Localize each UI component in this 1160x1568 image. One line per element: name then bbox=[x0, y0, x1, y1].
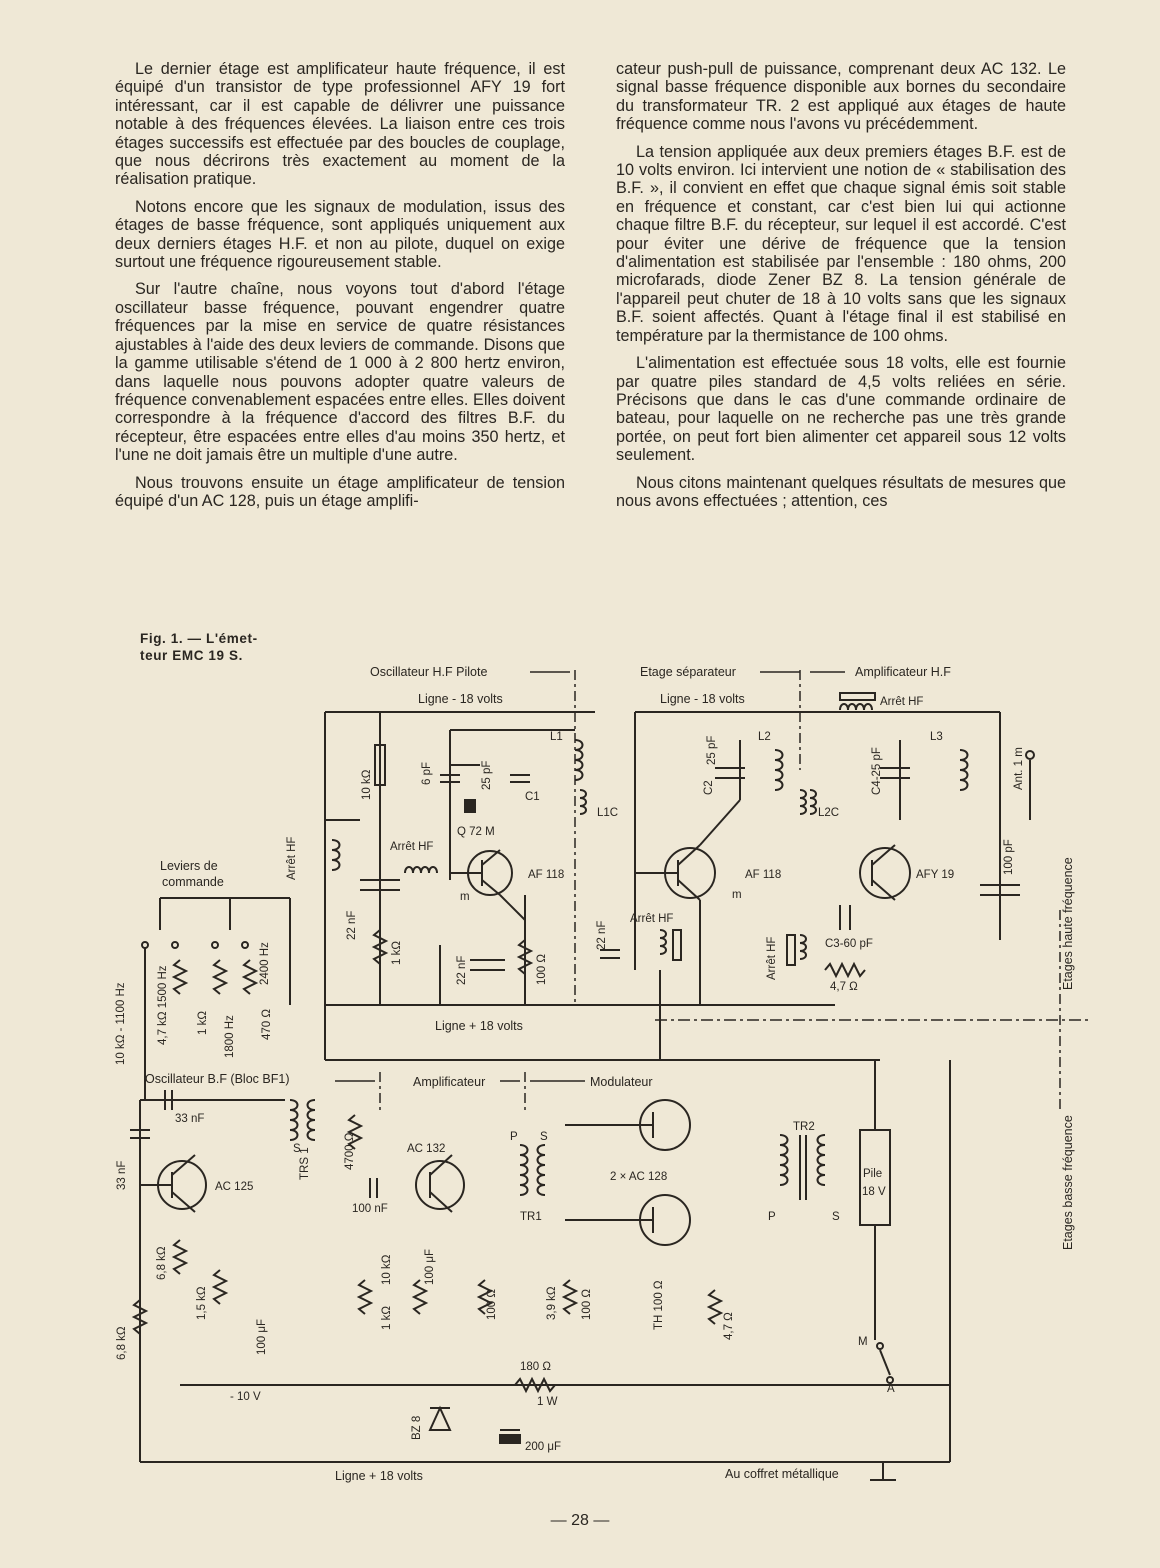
label-component: L3 bbox=[930, 731, 943, 743]
label-component: 2400 Hz bbox=[259, 942, 271, 985]
label-component: m bbox=[732, 889, 742, 901]
label-component: AF 118 bbox=[745, 869, 782, 881]
label-component: Arrêt HF bbox=[286, 836, 298, 880]
label-component: 3,9 kΩ bbox=[546, 1286, 558, 1320]
label-component: 2 × AC 128 bbox=[610, 1171, 668, 1183]
label-levers: commande bbox=[162, 875, 224, 889]
label-component: 1 kΩ bbox=[391, 941, 403, 965]
label-pilot: Oscillateur H.F Pilote bbox=[370, 665, 488, 679]
label-component: TRS 1 bbox=[299, 1147, 311, 1180]
label-rail: Ligne + 18 volts bbox=[435, 1019, 523, 1033]
label-levers: Leviers de bbox=[160, 859, 218, 873]
label-component: 180 Ω bbox=[520, 1361, 551, 1373]
label-component: S bbox=[540, 1131, 548, 1143]
label-component: 100 pF bbox=[1003, 839, 1015, 875]
paragraph: Nous citons maintenant quelques résultats de mesures que nous avons effectuées ; attention, ces bbox=[616, 473, 1066, 510]
label-component: C4-25 pF bbox=[871, 747, 883, 795]
label-amplifier: Amplificateur bbox=[413, 1075, 486, 1089]
label-component: C1 bbox=[525, 791, 540, 803]
label-component: AFY 19 bbox=[916, 869, 955, 881]
label-bf-osc: Oscillateur B.F (Bloc BF1) bbox=[145, 1072, 290, 1086]
label-component: AC 125 bbox=[215, 1181, 254, 1193]
label-component: 4,7 kΩ 1500 Hz bbox=[157, 965, 169, 1045]
label-component: Arrêt HF bbox=[630, 913, 674, 925]
label-component: S bbox=[832, 1211, 840, 1223]
schematic-labels bbox=[115, 665, 1075, 1483]
label-component: 1800 Hz bbox=[224, 1015, 236, 1058]
label-component: 100 μF bbox=[256, 1318, 268, 1355]
label-component: 6,8 kΩ bbox=[156, 1246, 168, 1280]
label-component: 100 Ω bbox=[536, 954, 548, 985]
label-component: - 10 V bbox=[230, 1391, 261, 1403]
label-component: 4,7 Ω bbox=[723, 1312, 735, 1340]
label-component: Arrêt HF bbox=[880, 696, 924, 708]
label-component: S bbox=[293, 1143, 301, 1155]
label-component: 470 Ω bbox=[261, 1009, 273, 1040]
paragraph: Nous trouvons ensuite un étage amplificateur de tension équipé d'un AC 128, puis un étage amplifi- bbox=[115, 473, 565, 510]
text-column-right bbox=[616, 60, 1066, 519]
page-number: — 28 — bbox=[550, 1512, 610, 1529]
label-component: C3-60 pF bbox=[825, 938, 873, 950]
label-component: 200 μF bbox=[525, 1441, 562, 1453]
label-component: Q 72 M bbox=[457, 826, 495, 838]
label-hf-amp: Amplificateur H.F bbox=[855, 665, 951, 679]
label-component: P bbox=[510, 1131, 518, 1143]
label-component: AF 118 bbox=[528, 869, 565, 881]
label-component: AC 132 bbox=[407, 1143, 446, 1155]
paragraph: Le dernier étage est amplificateur haute fréquence, il est équipé d'un transistor de type professionnel AFY 19 fort intéressant, car il est capable de délivrer une puissance notable à des fréquences élevées. La liaison entre ces trois étages successifs est effectuée par des boucles de couplage, que nous décrirons très exactement au moment de la réalisation pratique. bbox=[115, 60, 565, 189]
label-component: L2C bbox=[818, 807, 840, 819]
label-component: 18 V bbox=[862, 1186, 886, 1198]
label-component: 33 nF bbox=[175, 1113, 205, 1125]
paragraph: La tension appliquée aux deux premiers étages B.F. est de 10 volts environ. Ici intervient une notion de « stabilisation des B.F. », il convient en effet que chaque signal émis soit stable en fréquence et constant, car c'est bien lui qui actionne chaque filtre B.F. du récepteur, sur lequel il est accordé. C'est pour éviter une dérive de fréquence que la tension d'alimentation est stabilisée par l'ensemble : 180 ohms, 200 microfarads, diode Zener BZ 8. La tension générale de l'appareil peut chuter de 18 à 10 volts sans que les signaux B.F. soient affectés. Quant à l'étage final il est stabilisé en température par la thermistance de 100 ohms. bbox=[616, 142, 1066, 345]
label-component: BZ 8 bbox=[411, 1415, 423, 1440]
label-component: 10 kΩ bbox=[381, 1254, 393, 1285]
label-component: TR1 bbox=[520, 1211, 542, 1223]
label-component: 1 kΩ bbox=[197, 1011, 209, 1035]
label-component: 25 pF bbox=[706, 735, 718, 765]
paragraph: cateur push-pull de puissance, comprenant deux AC 132. Le signal basse fréquence disponible aux bornes du secondaire du transformateur TR. 2 est appliqué aux étages de haute fréquence comme nous l'avons vu précédemment. bbox=[616, 60, 1066, 134]
label-component: 6 pF bbox=[421, 761, 433, 785]
label-component: TH 100 Ω bbox=[653, 1280, 665, 1330]
label-component: 4700 Ω bbox=[344, 1132, 356, 1170]
label-hf-stages: Etages haute fréquence bbox=[1061, 857, 1075, 990]
label-component: 1 W bbox=[537, 1396, 558, 1408]
label-rail: Ligne + 18 volts bbox=[335, 1469, 423, 1483]
section-dividers bbox=[380, 670, 1060, 1110]
label-component: 22 nF bbox=[346, 910, 358, 940]
label-component: 100 Ω bbox=[486, 1289, 498, 1320]
label-component: TR2 bbox=[793, 1121, 815, 1133]
label-component: C2 bbox=[703, 780, 715, 795]
label-component: Pile bbox=[863, 1168, 883, 1180]
label-component: 100 μF bbox=[424, 1248, 436, 1285]
label-component: 33 nF bbox=[116, 1160, 128, 1190]
label-component: 25 pF bbox=[481, 760, 493, 790]
hf-amp-stage bbox=[787, 693, 1034, 976]
label-component: L1 bbox=[550, 731, 563, 743]
label-component: 1,5 kΩ bbox=[196, 1286, 208, 1320]
label-component: 100 nF bbox=[352, 1203, 388, 1215]
caption-line: teur EMC 19 S. bbox=[140, 648, 243, 663]
label-component: M bbox=[858, 1336, 868, 1348]
text-column-left bbox=[115, 60, 565, 519]
paragraph: L'alimentation est effectuée sous 18 volts, elle est fournie par quatre piles standard de 4,5 volts reliées en série. Précisons que dans le cas d'une commande ordinaire de bateau, pour laquelle on ne recherche pas une très grande portée, on peut fort bien alimenter cet appareil sous 12 volts seulement. bbox=[616, 354, 1066, 465]
label-component: 22 nF bbox=[596, 920, 608, 950]
label-component: 10 kΩ - 1100 Hz bbox=[115, 982, 127, 1065]
label-component: Ant. 1 m bbox=[1013, 747, 1025, 790]
label-separator: Etage séparateur bbox=[640, 665, 736, 679]
label-modulator: Modulateur bbox=[590, 1075, 653, 1089]
bf-stages bbox=[130, 1060, 896, 1480]
label-component: 1 kΩ bbox=[381, 1306, 393, 1330]
label-component: P bbox=[768, 1211, 776, 1223]
label-component: L2 bbox=[758, 731, 771, 743]
label-component: 4,7 Ω bbox=[830, 981, 858, 993]
label-component: L1C bbox=[597, 807, 619, 819]
label-component: A bbox=[887, 1383, 895, 1395]
circuit-schematic bbox=[100, 640, 1090, 1500]
paragraph: Notons encore que les signaux de modulation, issus des étages de basse fréquence, sont appliqués uniquement aux deux derniers étages H.F. et non au pilote, duquel on exige surtout une fréquence rigoureusement stable. bbox=[115, 197, 565, 272]
label-component: 100 Ω bbox=[581, 1289, 593, 1320]
label-bf-stages: Etages basse fréquence bbox=[1061, 1115, 1075, 1250]
label-rail: Ligne - 18 volts bbox=[418, 692, 503, 706]
label-component: 6,8 kΩ bbox=[116, 1326, 128, 1360]
label-component: Arrêt HF bbox=[390, 841, 434, 853]
label-component: m bbox=[460, 891, 470, 903]
caption-line: Fig. 1. — L'émet- bbox=[140, 631, 258, 646]
label-rail: Ligne - 18 volts bbox=[660, 692, 745, 706]
label-component: 10 kΩ bbox=[361, 769, 373, 800]
label-component: 22 nF bbox=[456, 955, 468, 985]
label-component: Arrêt HF bbox=[766, 936, 778, 980]
label-chassis: Au coffret métallique bbox=[725, 1467, 839, 1481]
paragraph: Sur l'autre chaîne, nous voyons tout d'abord l'étage oscillateur basse fréquence, pouvant engendrer quatre fréquences par la mise en service de quatre résistances ajustables à l'aide des deux leviers de commande. Disons que la gamme utilisable s'étend de 1 000 à 2 800 hertz environ, dans laquelle nous pouvons adopter quatre valeurs de fréquence convenablement espacées entre elles. Elles doivent correspondre à la fréquence d'accord des filtres B.F. du récepteur, être espacées entre elles d'au moins 350 hertz, et l'une ne doit jamais être un multiple d'une autre. bbox=[115, 280, 565, 465]
